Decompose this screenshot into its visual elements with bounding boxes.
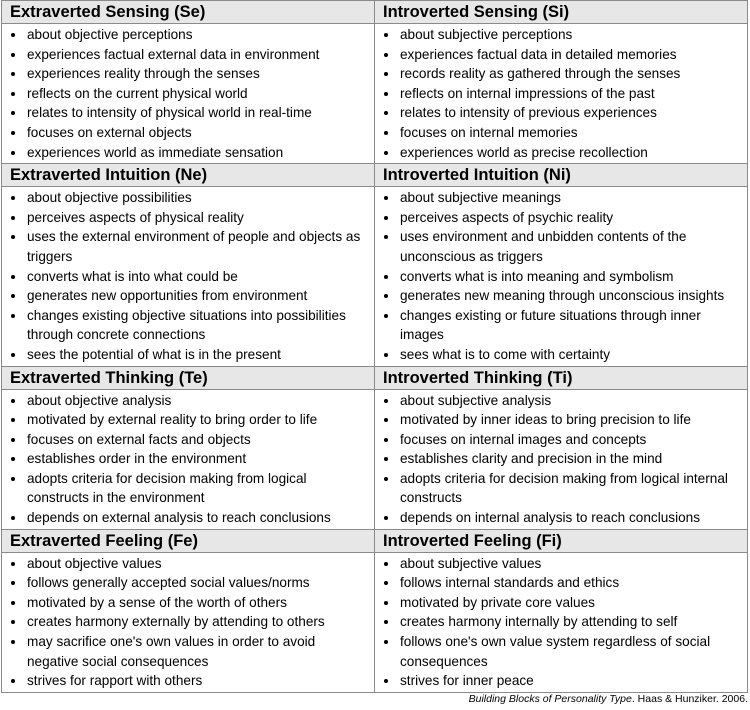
section-header-row	[2, 529, 748, 552]
trait-item: sees what is to come with certainty	[383, 345, 743, 365]
trait-item: establishes clarity and precision in the mind	[383, 449, 743, 469]
trait-item: about subjective meanings	[383, 188, 743, 208]
trait-item: generates new meaning through unconscious insights	[383, 286, 743, 306]
caption-book-title: Building Blocks of Personality Type	[468, 693, 632, 705]
function-title: Extraverted Sensing (Se)	[2, 1, 375, 24]
trait-item: about objective possibilities	[10, 188, 370, 208]
trait-item: follows one's own value system regardless of social consequences	[383, 632, 743, 671]
section-body-row	[2, 389, 748, 529]
trait-list	[2, 390, 374, 529]
trait-item: about subjective values	[383, 554, 743, 574]
trait-item: perceives aspects of psychic reality	[383, 208, 743, 228]
trait-item: about objective analysis	[10, 391, 370, 411]
trait-item: adopts criteria for decision making from logical internal constructs	[383, 469, 743, 508]
trait-item: adopts criteria for decision making from logical constructs in the environment	[10, 469, 370, 508]
function-title: Introverted Feeling (Fi)	[375, 529, 748, 552]
trait-item: reflects on the current physical world	[10, 84, 370, 104]
trait-item: experiences world as precise recollection	[383, 143, 743, 163]
trait-list	[375, 553, 747, 692]
trait-item: creates harmony internally by attending to self	[383, 612, 743, 632]
function-cell	[375, 389, 748, 529]
trait-item: about subjective perceptions	[383, 25, 743, 45]
trait-item: about subjective analysis	[383, 391, 743, 411]
trait-item: focuses on external objects	[10, 123, 370, 143]
section-body-row	[2, 552, 748, 692]
trait-item: motivated by inner ideas to bring precision to life	[383, 410, 743, 430]
trait-list	[2, 553, 374, 692]
trait-list	[375, 390, 747, 529]
trait-item: follows generally accepted social values/norms	[10, 573, 370, 593]
trait-item: relates to intensity of physical world in real-time	[10, 103, 370, 123]
function-cell	[2, 24, 375, 164]
function-cell	[2, 552, 375, 692]
caption-authors: . Haas & Hunziker. 2006.	[631, 693, 748, 705]
trait-item: uses environment and unbidden contents of the unconscious as triggers	[383, 227, 743, 266]
trait-list	[375, 187, 747, 365]
cognitive-functions-table	[1, 0, 748, 693]
function-title: Extraverted Intuition (Ne)	[2, 164, 375, 187]
function-title: Introverted Sensing (Si)	[375, 1, 748, 24]
trait-item: experiences reality through the senses	[10, 64, 370, 84]
trait-list	[2, 24, 374, 163]
trait-item: changes existing objective situations into possibilities through concrete connections	[10, 306, 370, 345]
trait-item: converts what is into what could be	[10, 267, 370, 287]
function-cell	[375, 552, 748, 692]
section-header-row	[2, 1, 748, 24]
trait-item: about objective perceptions	[10, 25, 370, 45]
section-body-row	[2, 187, 748, 366]
function-title: Extraverted Thinking (Te)	[2, 366, 375, 389]
trait-item: generates new opportunities from environment	[10, 286, 370, 306]
trait-list	[375, 24, 747, 163]
function-cell	[375, 187, 748, 366]
trait-item: about objective values	[10, 554, 370, 574]
function-title: Introverted Intuition (Ni)	[375, 164, 748, 187]
trait-item: uses the external environment of people and objects as triggers	[10, 227, 370, 266]
trait-item: depends on external analysis to reach conclusions	[10, 508, 370, 528]
trait-item: sees the potential of what is in the present	[10, 345, 370, 365]
trait-item: experiences factual data in detailed memories	[383, 45, 743, 65]
trait-item: motivated by private core values	[383, 593, 743, 613]
trait-item: experiences world as immediate sensation	[10, 143, 370, 163]
trait-item: relates to intensity of previous experiences	[383, 103, 743, 123]
trait-item: follows internal standards and ethics	[383, 573, 743, 593]
section-body-row	[2, 24, 748, 164]
trait-item: converts what is into meaning and symbolism	[383, 267, 743, 287]
trait-item: experiences factual external data in environment	[10, 45, 370, 65]
function-title: Introverted Thinking (Ti)	[375, 366, 748, 389]
trait-item: strives for inner peace	[383, 671, 743, 691]
function-title: Extraverted Feeling (Fe)	[2, 529, 375, 552]
section-header-row	[2, 164, 748, 187]
trait-item: creates harmony externally by attending to others	[10, 612, 370, 632]
trait-item: records reality as gathered through the senses	[383, 64, 743, 84]
trait-item: reflects on internal impressions of the past	[383, 84, 743, 104]
trait-item: establishes order in the environment	[10, 449, 370, 469]
trait-item: changes existing or future situations through inner images	[383, 306, 743, 345]
function-cell	[2, 389, 375, 529]
function-cell	[2, 187, 375, 366]
section-header-row	[2, 366, 748, 389]
source-caption	[469, 693, 748, 705]
trait-item: motivated by a sense of the worth of others	[10, 593, 370, 613]
trait-item: strives for rapport with others	[10, 671, 370, 691]
trait-item: perceives aspects of physical reality	[10, 208, 370, 228]
trait-item: may sacrifice one's own values in order to avoid negative social consequences	[10, 632, 370, 671]
trait-item: motivated by external reality to bring order to life	[10, 410, 370, 430]
trait-item: focuses on external facts and objects	[10, 430, 370, 450]
table-body	[2, 1, 748, 693]
trait-item: depends on internal analysis to reach conclusions	[383, 508, 743, 528]
trait-list	[2, 187, 374, 365]
trait-item: focuses on internal memories	[383, 123, 743, 143]
trait-item: focuses on internal images and concepts	[383, 430, 743, 450]
function-cell	[375, 24, 748, 164]
